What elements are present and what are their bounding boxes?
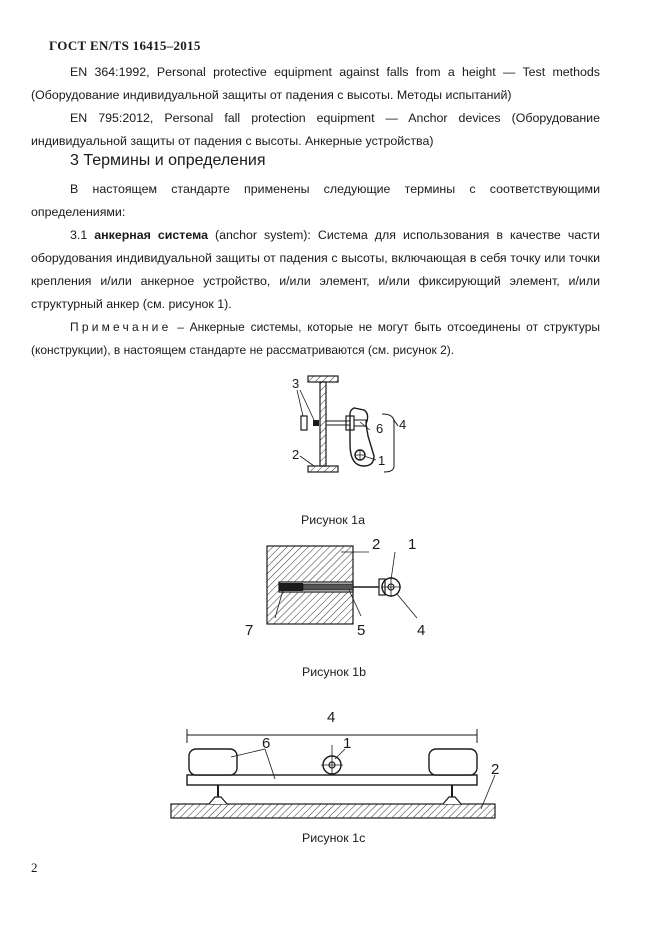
section-title: Термины и определения (83, 152, 266, 169)
figure-1c-drawing (165, 705, 500, 830)
callout-4: 4 (399, 417, 407, 432)
reference-en364 (31, 61, 600, 107)
anchor-rail (187, 775, 477, 785)
note (31, 316, 600, 362)
callout-2: 2 (292, 447, 300, 462)
reference-en795 (31, 107, 600, 153)
resin-anchor (279, 583, 303, 591)
figure-1b-caption: Рисунок 1b (302, 665, 366, 679)
section-heading (70, 152, 266, 170)
reference-code: EN 364:1992, (70, 65, 150, 79)
callout-4: 4 (417, 622, 426, 639)
reference-text: Personal protective equipment against falls from a height — Test methods (Оборудование индивидуальной защиты от падения с высоты. Методы испытаний) (31, 65, 600, 102)
counterweight-left (189, 749, 237, 775)
reference-code: EN 795:2012, (70, 111, 154, 125)
term-name: анкерная система (94, 228, 208, 242)
threaded-rod (303, 584, 353, 590)
callout-1: 1 (378, 453, 386, 468)
note-label: Примечание (70, 320, 172, 334)
figure-1a-caption: Рисунок 1a (301, 513, 365, 527)
clamp-nut (301, 416, 307, 430)
callout-6: 6 (262, 735, 271, 752)
callout-1: 1 (408, 536, 417, 553)
callout-3: 3 (292, 376, 300, 391)
beam-bottom-flange (308, 466, 338, 472)
document-code: ГОСТ EN/TS 16415–2015 (49, 38, 201, 53)
section-number: 3 (70, 152, 79, 169)
callout-7: 7 (245, 622, 254, 639)
callout-5: 5 (357, 622, 366, 639)
beam-top-flange (308, 376, 338, 382)
reference-text: Personal fall protection equipment — Anchor devices (Оборудование индивидуальной защиты от падения с высоты. Анкерные устройства) (31, 111, 600, 148)
section-intro: В настоящем стандарте применены следующие термины с соответствующими определениями: (31, 182, 600, 219)
page-number: 2 (31, 860, 38, 875)
callout-1: 1 (343, 735, 352, 752)
callout-4: 4 (327, 709, 336, 726)
floor-structure (171, 804, 495, 818)
figure-1a-drawing (270, 370, 420, 480)
term-text: Система для использования в качестве части оборудования индивидуальной защиты от падения с высоты, включающая в себя точку или точки крепления и/или анкерное устройство, и/или элемент, и/или фиксирующий элемент, и/или структурный анкер (см. рисунок 1). (31, 228, 600, 311)
figure-1b-drawing (245, 532, 445, 642)
counterweight-right (429, 749, 477, 775)
term-definition (31, 224, 600, 316)
figure-1c-caption: Рисунок 1c (302, 831, 366, 845)
term-english: (anchor system): (215, 228, 311, 242)
beam-web (320, 382, 326, 466)
callout-2: 2 (491, 761, 500, 778)
note-text: – Анкерные системы, которые не могут быть отсоединены от структуры (конструкции), в настоящем стандарте не рассматриваются (см. рисунок 2). (31, 320, 600, 357)
callout-6: 6 (376, 421, 384, 436)
term-number: 3.1 (70, 228, 88, 242)
callout-2: 2 (372, 536, 381, 553)
